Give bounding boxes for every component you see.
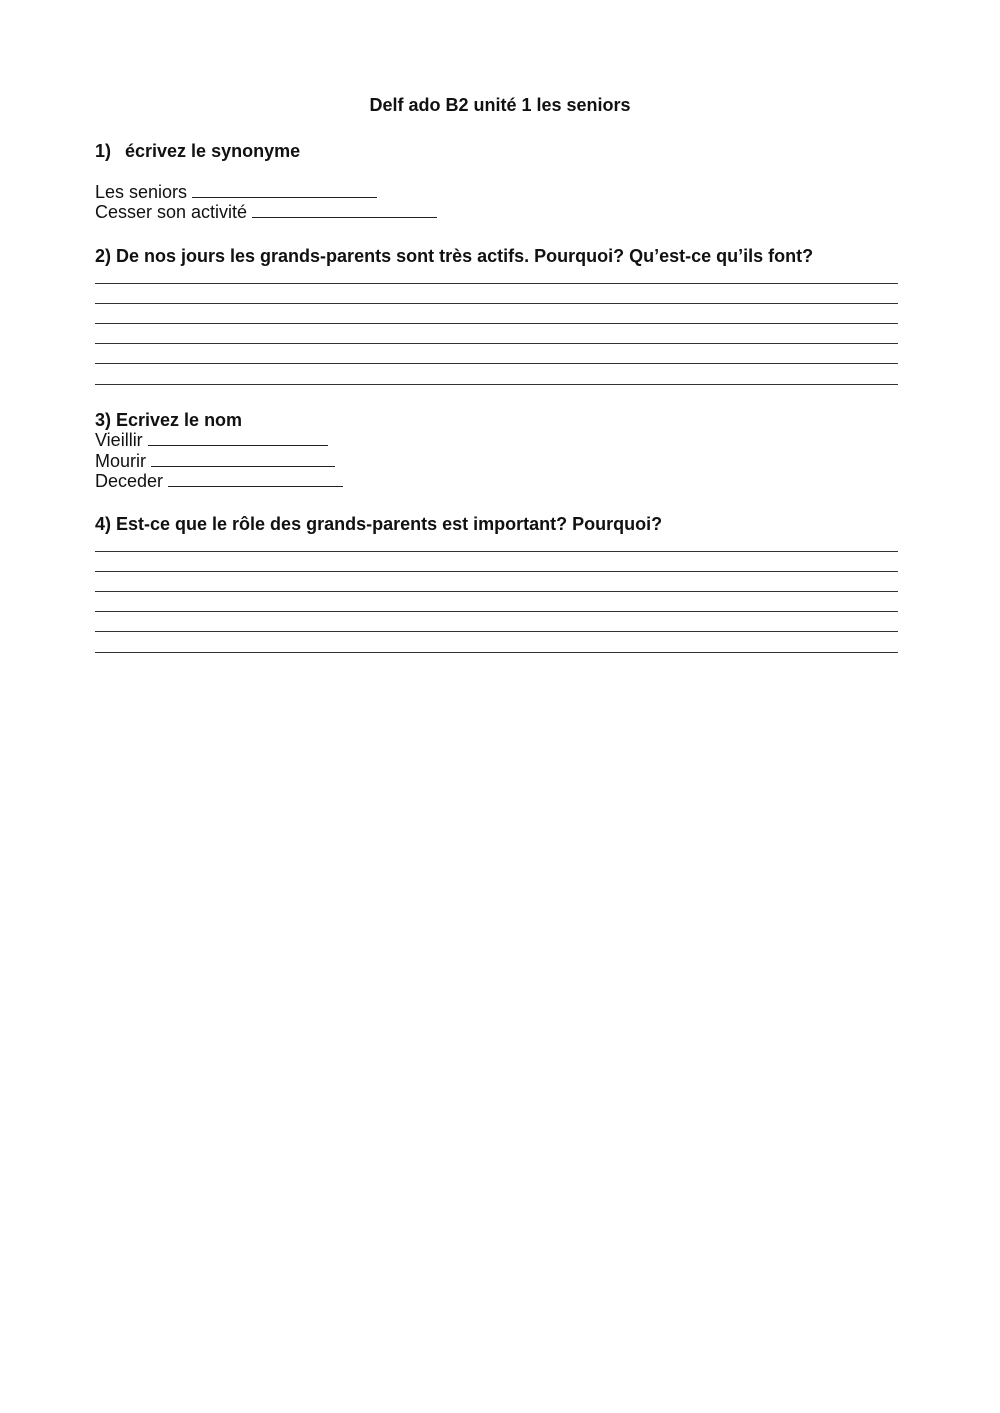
answer-line-q4-6[interactable] — [95, 652, 898, 653]
q1-item-label: Cesser son activité — [95, 202, 248, 222]
q1-item-label: Les seniors — [95, 182, 188, 202]
q3-item-vieillir — [95, 430, 328, 450]
answer-blank-les-seniors[interactable] — [192, 183, 377, 198]
question-1-heading — [95, 140, 300, 162]
answer-line-q2-6[interactable] — [95, 384, 898, 385]
q3-item-label: Deceder — [95, 471, 164, 491]
question-4-heading: 4) Est-ce que le rôle des grands-parents est important? Pourquoi? — [95, 514, 663, 534]
answer-line-q2-4[interactable] — [95, 343, 898, 344]
answer-line-q4-5[interactable] — [95, 631, 898, 632]
answer-line-q2-2[interactable] — [95, 303, 898, 304]
answer-blank-vieillir[interactable] — [148, 431, 328, 446]
q3-item-label: Vieillir — [95, 430, 143, 450]
answer-line-q4-4[interactable] — [95, 611, 898, 612]
question-3-heading: 3) Ecrivez le nom — [95, 410, 243, 430]
document-title: Delf ado B2 unité 1 les seniors — [369, 95, 631, 115]
answer-line-q2-3[interactable] — [95, 323, 898, 324]
answer-blank-deceder[interactable] — [168, 472, 343, 487]
answer-line-q4-3[interactable] — [95, 591, 898, 592]
q3-item-deceder — [95, 471, 343, 491]
q3-item-label: Mourir — [95, 451, 147, 471]
answer-line-q2-1[interactable] — [95, 283, 898, 284]
answer-blank-cesser-activite[interactable] — [252, 203, 437, 218]
q1-item-les-seniors — [95, 182, 377, 202]
question-2-heading: 2) De nos jours les grands-parents sont très actifs. Pourquoi? Qu’est-ce qu’ils font? — [95, 246, 814, 266]
q3-item-mourir — [95, 451, 335, 471]
answer-blank-mourir[interactable] — [151, 452, 335, 467]
question-1-number: 1) — [95, 141, 112, 161]
answer-line-q4-1[interactable] — [95, 551, 898, 552]
answer-line-q2-5[interactable] — [95, 363, 898, 364]
answer-line-q4-2[interactable] — [95, 571, 898, 572]
question-1-text: écrivez le synonyme — [125, 141, 301, 161]
q1-item-cesser-activite — [95, 202, 437, 222]
